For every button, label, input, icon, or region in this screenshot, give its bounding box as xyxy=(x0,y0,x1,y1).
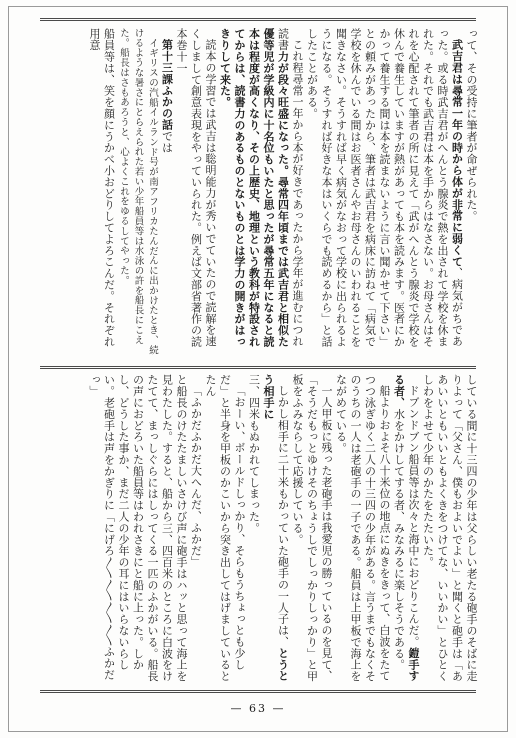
lower-paragraph: と船長のけたたましいさけび声に砲手はハッと思って海上を見わたした。すると、船から三、四百米のところに白波をけたてて、まっしぐらにはしってくる一匹のふかがいる。船長の声におどろいた船員等はわれさきにと船に上った。しかし、どうした事か、まだ二人の少年の耳にはいらないらしい。老砲手は声をかぎりに「にげろ〳〵〳〵〳〵〳〵ふかだっ」 xyxy=(88,374,188,682)
emphasis-text: 鎧手する者、 xyxy=(392,374,420,682)
emphasis-text: 武吉君は尋常一年の時から体が非常に弱くて xyxy=(450,39,464,267)
quoted-passage: イギリスの汽船イルランド号が南アフリカたんだんに出かけたとき、続けるような暑さにとらえられた若い少年船員等は水泳の許を船長にこえた。船長はさもあろうと、心よくこれをゆるしてやった。 xyxy=(118,28,158,355)
lower-paragraph: 「ふかだふかだ大へんだ、ふかだ」 xyxy=(189,385,203,568)
page-number: — 63 — xyxy=(230,702,286,715)
upper-paragraph: 第十三課ふかの話では xyxy=(160,39,174,154)
upper-paragraph: 船員等は、笑を顔にうかべ小おどりしてよろこんだ。それぞれ用意 xyxy=(88,28,116,348)
upper-text-block xyxy=(38,28,478,358)
lower-paragraph: している間に十三四の少年は父らしい老たる砲手のそばに走りよって「父さん、僕もおよいでよい」と聞くと砲手は「ああいいともいいともよくきをつけてな、いいかい」とひとくしわをよせて少年のかたをたたいた。 xyxy=(421,374,478,682)
bottom-rule xyxy=(40,690,476,693)
emphasis-text: 力が段々旺盛になった。尋常四年頃までは武吉君と相似た優等児が学級内に十名位もいたと思ったが尋常五年になると読本は程度が高くなり、その上歴史、地理という教科が特設されてからは、読書力のあるものとないものとは学力の開きがはっきりして来た。 xyxy=(218,28,290,348)
lower-text-block xyxy=(38,374,478,682)
top-rule xyxy=(40,18,476,21)
upper-paragraph: 読本の学習では武吉は聡明能力が秀いでていたので読解を速くしまして創意表現をやっていられた。例えば文部省著作の読本巻十一 xyxy=(175,28,217,348)
emphasis-text: とうとう相手に xyxy=(262,374,290,682)
upper-paragraph: 武吉君は尋常一年の時から体が非常に弱くて、病気がちであった。或る時武吉君がへんとう腺炎で熱を出されて学校を休まれた。それでも武吉君は本を手からはなさない。お母さんはそれを心配されて筆者の所に見えて「武がへんとう腺炎で学校を休んで養生していますが熱があっても本を読みます。医者にかかって養生する間は本を読まないように言い聞かせて下さい」との頼みがあったから、筆者は武吉君を病床に訪ねて「病気で学校を休んでいる間はお医者さんやお母さんのいわれることを聞きなさい。そうすれば早く病気がなおって学校に出られるようになる。そうすれば好きな本はいくらでも読めるから」と話したことがある。 xyxy=(305,28,464,348)
middle-rule xyxy=(40,366,476,369)
lower-paragraph: 一人甲板に残った老砲手は我愛児の勝っているのを見て、「そうだもっとゆけそのちょうしでしっかりしっかり」と甲板をふみならして応援している。 xyxy=(291,374,333,682)
upper-paragraph: って、その受持に筆者が命ぜられた。 xyxy=(465,28,478,222)
lower-paragraph: ドブンドブン船員等は次々と海中におどりこんだ。鎧手する者、水をかけしてする者、みなみるに楽しそうである。 xyxy=(392,374,420,682)
lesson-title: 第十三課ふかの話 xyxy=(160,39,174,131)
upper-paragraph: これ程尋常一年から本が好きであったから学年が進むにつれ読書力が段々旺盛になった。尋常四年頃までは武吉君と相似た優等児が学級内に十名位もいたと思ったが尋常五年になると読本は程度が高くなり、その上歴史、地理という教科が特設されてからは、読書力のあるものとないものとは学力の開きがはっきりして来た。 xyxy=(218,28,304,348)
lower-paragraph: しかし相手に二十米もかっていた砲手の一人子は、とうとう相手に xyxy=(262,374,290,682)
lower-paragraph: 三、四米もぬかれてしまった。 xyxy=(247,374,261,534)
lower-paragraph: 「おーい、ボールドしっかり、そらもうちょっとも少しだ」と半身を甲板のかこいから突き出してはげましているとたん xyxy=(204,374,246,682)
lower-paragraph: 船よりおよそ八十米位の地点にぬきをきって、白波をたてつつ泳ぎゆく二人の十三四の少年がある。言うまでもなくそのうちの一人は老砲手の一子である。船員は上甲板で海上をながめている。 xyxy=(334,374,391,682)
